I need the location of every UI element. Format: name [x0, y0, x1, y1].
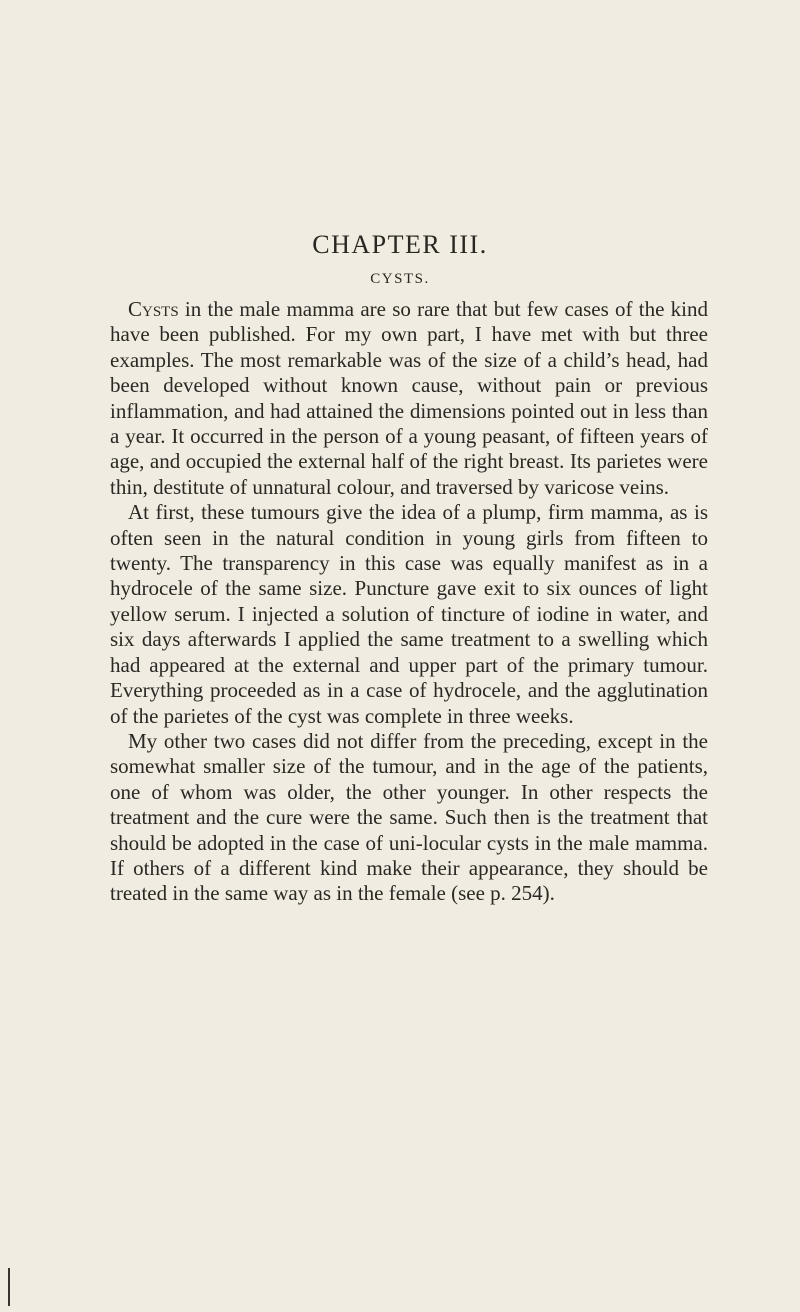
- paragraph-2: At first, these tumours give the idea of a plump, firm mamma, as is often seen in the natural condition in young girls from fifteen to twenty. The transparency in this case was equally manifest as in a hydrocele of the same size. Puncture gave exit to six ounces of light yellow serum. I injected a solution of tincture of iodine in water, and six days afterwards I applied the same treatment to a swelling which had appeared at the external and upper part of the primary tumour. Everything proceeded as in a case of hydrocele, and the agglutination of the parietes of the cyst was complete in three weeks.: [110, 500, 708, 728]
- chapter-title: CHAPTER III.: [312, 230, 488, 259]
- margin-mark: [8, 1268, 10, 1306]
- section-title: CYSTS.: [370, 271, 430, 287]
- body-text: [110, 297, 708, 907]
- paragraph-3: My other two cases did not differ from the preceding, except in the somewhat smaller size of the tumour, and in the age of the patients, one of whom was older, the other younger. In other respects the treatment and the cure were the same. Such then is the treatment that should be adopted in the case of uni-locular cysts in the male mamma. If others of a different kind make their appearance, they should be treated in the same way as in the female (see p. 254).: [110, 728, 708, 906]
- paragraph-1-lead: Cysts: [128, 297, 179, 321]
- paragraph-1-text: in the male mamma are so rare that but few cases of the kind have been published. For my own part, I have met with but three examples. The most remarkable was of the size of a child’s head, had been developed without known cause, without pain or previous inflammation, and had attained the dimensions pointed out in less than a year. It occurred in the person of a young peasant, of fifteen years of age, and occupied the external half of the right breast. Its parietes were thin, destitute of unnatural colour, and traversed by varicose veins.: [110, 297, 708, 499]
- paragraph-1: [110, 297, 708, 500]
